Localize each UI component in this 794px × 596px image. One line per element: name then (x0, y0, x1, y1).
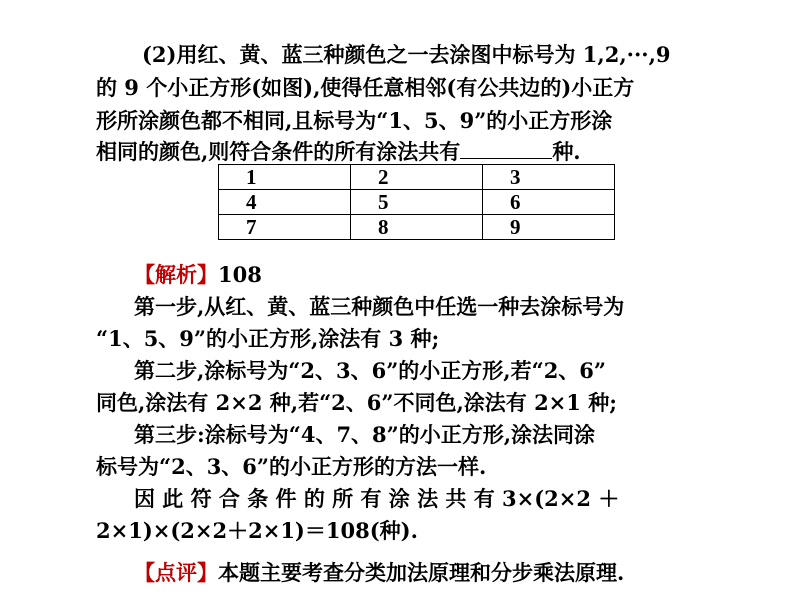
analysis-line-7: 因 此 符 合 条 件 的 所 有 涂 法 共 有 3×(2×2 ＋ (134, 486, 620, 511)
problem-line-4-text: 相同的颜色,则符合条件的所有涂法共有 (96, 139, 461, 164)
analysis-line-6: 标号为“2、3、6”的小正方形的方法一样. (96, 454, 487, 479)
analysis-line-8: 2×1)×(2×2＋2×1)＝108(种). (96, 518, 418, 543)
analysis-line-5: 第三步:涂标号为“4、7、8”的小正方形,涂法同涂 (134, 422, 596, 447)
grid-cell: 1 (219, 165, 351, 190)
answer-blank (460, 138, 552, 159)
grid-cell: 4 (219, 190, 351, 215)
comment-tag: 【点评】 (134, 560, 218, 585)
problem-line-1: (2)用红、黄、蓝三种颜色之一去涂图中标号为 1,2,···,9 (142, 42, 671, 67)
problem-line-4 (96, 137, 581, 167)
analysis-answer: 108 (218, 262, 262, 287)
grid-cell: 5 (351, 190, 483, 215)
grid-cell: 9 (483, 215, 615, 240)
grid-cell: 2 (351, 165, 483, 190)
grid-cell: 7 (219, 215, 351, 240)
grid-cell: 6 (483, 190, 615, 215)
grid-cell: 3 (483, 165, 615, 190)
analysis-header (134, 260, 262, 290)
grid-cell: 8 (351, 215, 483, 240)
grid-row (219, 215, 615, 240)
analysis-line-4: 同色,涂法有 2×2 种,若“2、6”不同色,涂法有 2×1 种; (96, 390, 617, 415)
analysis-line-1: 第一步,从红、黄、蓝三种颜色中任选一种去涂标号为 (134, 294, 625, 319)
problem-line-4-suffix: 种. (552, 139, 581, 164)
grid-row (219, 190, 615, 215)
analysis-line-3: 第二步,涂标号为“2、3、6”的小正方形,若“2、6” (134, 358, 606, 383)
comment-line (134, 558, 624, 588)
analysis-line-2: “1、5、9”的小正方形,涂法有 3 种; (96, 326, 440, 351)
analysis-tag: 【解析】 (134, 262, 218, 287)
comment-text: 本题主要考查分类加法原理和分步乘法原理. (218, 560, 625, 585)
problem-line-2: 的 9 个小正方形(如图),使得任意相邻(有公共边的)小正方 (96, 75, 635, 100)
problem-line-3: 形所涂颜色都不相同,且标号为“1、5、9”的小正方形涂 (96, 108, 613, 133)
grid-row (219, 165, 615, 190)
number-grid (218, 164, 615, 240)
